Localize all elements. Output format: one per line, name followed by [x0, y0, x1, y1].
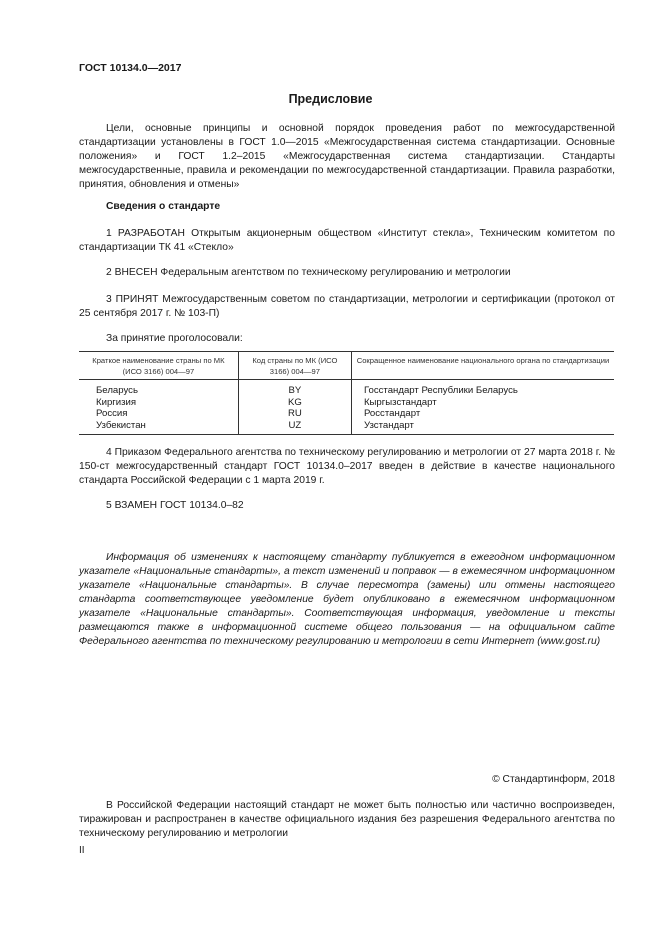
country-name: Россия	[96, 408, 128, 419]
table-row	[79, 397, 614, 409]
column-header-body: Сокращенное наименование национального органа по стандартизации	[351, 352, 614, 380]
standards-body: Госстандарт Республики Беларусь	[351, 380, 614, 397]
copyright-line: © Стандартинформ, 2018	[492, 774, 615, 785]
changes-info-notice: Информация об изменениях к настоящему стандарту публикуется в ежегодном информационном указателе «Национальные стандарты», а текст изменений и поправок — в ежемесячном информационном указателе «Национальные стандарты». В случае пересмотра (замены) или отмены настоящего стандарта соответствующее уведомление будет опубликовано в ежемесячном информационном указателе «Национальные стандарты». Соответствующая информация, уведомление и тексты размещаются также в информационной системе общего пользования — на официальном сайте Федерального агентства по техническому регулированию и метрологии в сети Интернет (www.gost.ru)	[79, 552, 615, 647]
country-name: Беларусь	[96, 385, 138, 396]
table-row	[79, 408, 614, 420]
section-heading: Сведения о стандарте	[106, 201, 221, 212]
voted-label: За принятие проголосовали:	[106, 333, 243, 344]
standards-body: Узстандарт	[351, 420, 614, 435]
intro-paragraph: Цели, основные принципы и основной порядок проведения работ по межгосударственной стандартизации установлены в ГОСТ 1.0—2015 «Межгосударственная система стандартизации. Основные положения» и ГОСТ 1.2–2015 «Межгосударственная система стандартизации. Стандарты межгосударственные, правила и рекомендации по межгосударственной стандартизации. Правила разработки, принятия, обновления и отмены»	[79, 123, 615, 190]
country-code: UZ	[238, 420, 351, 435]
standards-body: Росстандарт	[351, 408, 614, 420]
item-introduced: 2 ВНЕСЕН Федеральным агентством по техническому регулированию и метрологии	[106, 267, 511, 278]
item-developed: 1 РАЗРАБОТАН Открытым акционерным обществом «Институт стекла», Техническим комитетом по стандартизации ТК 41 «Стекло»	[79, 228, 615, 253]
table-row	[79, 420, 614, 435]
table-header-row	[79, 352, 614, 380]
column-header-country: Краткое наименование страны по МК (ИСО 3166) 004—97	[79, 352, 238, 380]
table-row	[79, 380, 614, 397]
country-code: BY	[238, 380, 351, 397]
country-code: RU	[238, 408, 351, 420]
country-name: Узбекистан	[79, 420, 238, 435]
standards-body: Кыргызстандарт	[351, 397, 614, 409]
item-adopted: 3 ПРИНЯТ Межгосударственным советом по стандартизации, метрологии и сертификации (протокол от 25 сентября 2017 г. № 103-П)	[79, 294, 615, 319]
country-name: Киргизия	[96, 396, 137, 408]
item-enacted: 4 Приказом Федерального агентства по техническому регулированию и метрологии от 27 марта 2018 г. № 150-ст межгосударственный стандарт ГОСТ 10134.0–2017 введен в действие в качестве национального стандарта Российской Федерации с 1 марта 2019 г.	[79, 447, 615, 486]
page-title: Предисловие	[288, 92, 373, 106]
document-header: ГОСТ 10134.0—2017	[79, 62, 182, 74]
column-header-code: Код страны по МК (ИСО 3166) 004—97	[238, 352, 351, 380]
page-number: II	[79, 845, 85, 856]
countries-table	[79, 351, 614, 435]
reproduction-notice: В Российской Федерации настоящий стандарт не может быть полностью или частично воспроизведен, тиражирован и распространен в качестве официального издания без разрешения Федерального агентства по техническому регулированию и метрологии	[79, 800, 615, 839]
item-replaces: 5 ВЗАМЕН ГОСТ 10134.0–82	[106, 500, 244, 511]
country-code: KG	[238, 397, 351, 409]
